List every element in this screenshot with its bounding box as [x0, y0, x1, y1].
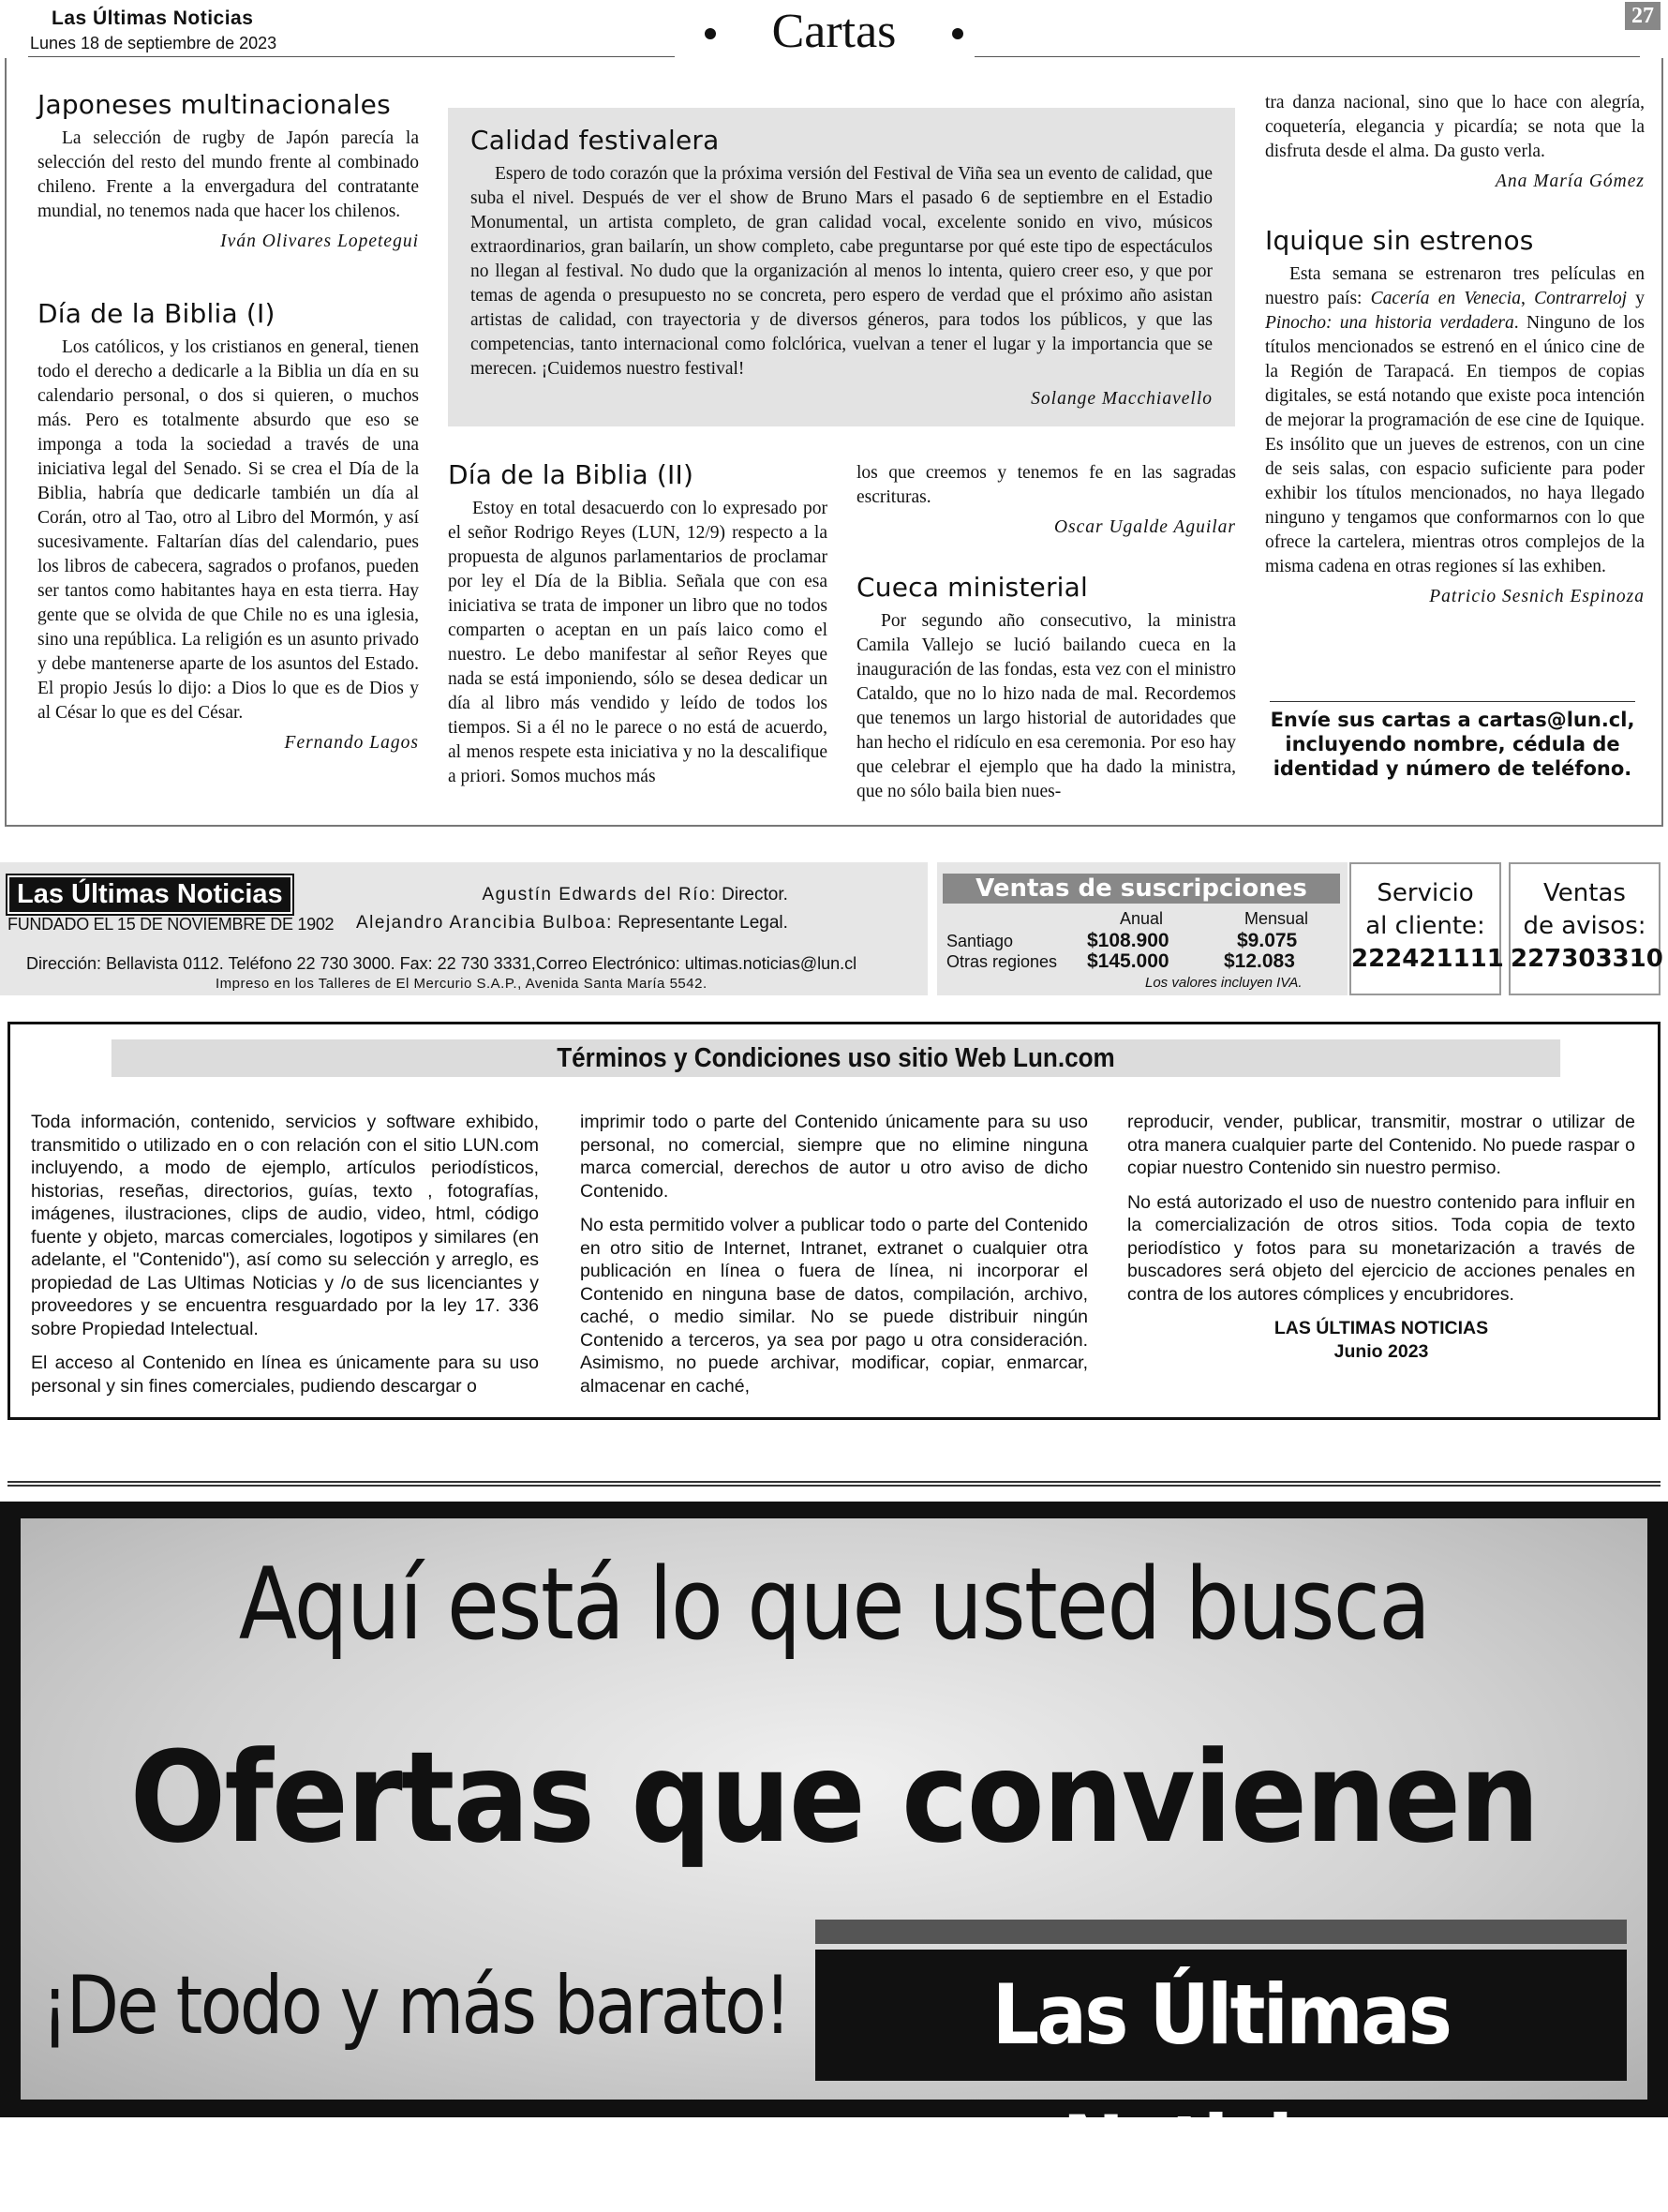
letter-calidad [448, 108, 1235, 426]
letter-cueca-continued [1265, 91, 1645, 194]
terms-box [7, 1022, 1661, 1420]
section-title: Cartas [771, 5, 897, 58]
terms-signature-date: Junio 2023 [1333, 1340, 1429, 1362]
subscriptions-note: Los valores incluyen IVA. [1145, 975, 1303, 991]
letter-biblia-2-continued [856, 461, 1236, 540]
movie-title: Contrarreloj [1534, 289, 1628, 308]
letter-body: Por segundo año consecutivo, la ministra Camila Vallejo se lució bailando cueca en la inauguración de las fondas, esta vez con el ministro Cataldo, que no lo hizo nada de mal. Recordemos que tenemos un largo historial de autoridades que han hecho el ridículo en esa ceremonia. Por eso hay que celebrar el ejemplo que ha dado la ministra, que no sólo baila bien nues- [856, 611, 1236, 801]
terms-paragraph: Toda información, contenido, servicios y software exhibido, transmitido o utilizado en o con relación con el sitio LUN.com incluyendo, a modo de ejemplo, artículos periodísticos, historias, reseñas, directorios, guías, texto , fotografías, imágenes, ilustraciones, clips de audio, video, html, código fuente y objeto, marcas comerciales, logotipos y similares (en adelante, el "Contenido"), así como su selección y arreglo, es propiedad de Las Ultimas Noticias y /o de sus licenciantes y proveedores y se encuentra resguardado por la ley 17. 336 sobre Propiedad Intelectual. [31, 1112, 539, 1339]
masthead [0, 862, 928, 995]
section-divider [7, 1481, 1661, 1487]
terms-paragraph: reproducir, vender, publicar, transmitir, mostrar o utilizar de otra manera cualquier parte del Contenido. No puede raspar o copiar nuestro Contenido sin nuestro permiso. [1127, 1112, 1635, 1178]
subscriptions-col-annual: Anual [1120, 909, 1164, 928]
ad-tagline: ¡De todo y más barato! [41, 1959, 790, 2053]
customer-service-label: Servicio [1377, 879, 1474, 907]
subscriptions-region: Santiago [946, 932, 1014, 950]
subscriptions-monthly-price: $12.083 [1224, 950, 1295, 972]
customer-service-label: al cliente: [1365, 912, 1485, 940]
advertisement-panel [21, 1518, 1647, 2194]
legal-rep-role: Representante Legal. [612, 913, 788, 933]
director-role: Director. [716, 885, 788, 904]
letter-author: Iván Olivares Lopetegui [220, 232, 419, 251]
letter-body: Esta semana se estrenaron tres películas en nuestro país: Cacería en Venecia, Contrarreloj y Pinocho: una historia verdadera. Ninguno de los títulos mencionados se estrenó en el único cine de la Región de Tarapacá. En tiempos de copias digitales, se está notando que existe poca intención de mejorar la programación de ese cine de Iquique. Es insólito que un jueves de estrenos, con un cine de seis salas, con espacio suficiente para poder exhibir los títulos mencionados, no haya llegado ninguno y tengamos que conformarnos con lo que ofrece la cartelera, mientras otros complejos de la misma cadena en otras regiones sí las exhiben. [1265, 264, 1645, 576]
terms-paragraph: No está autorizado el uso de nuestro contenido para influir en la comercialización de otros sitios. Toda copia de texto periodístico y fotos para su monetarización a través de buscadores será objeto del ejercicio de acciones penales en contra de los autores cómplices y encubridores. [1127, 1191, 1635, 1305]
letter-biblia-2 [448, 459, 827, 789]
header-paper-name: Las Últimas Noticias [52, 7, 254, 29]
ad-slogan: Ofertas que convienen [129, 1725, 1539, 1871]
letter-body: Los católicos, y los cristianos en general, tienen todo el derecho a dedicarle a la Biblia un día en su calendario personal, o dos si quieren, o muchos más. Pero es totalmente absurdo que eso se imponga a toda la sociedad a través de una iniciativa legal del Senado. Si se crea el Día de la Biblia, habría que dedicarle también un día al Corán, otro al Tao, otro al Libro del Mormón, y así sucesivamente. Faltarían días del calendario, pues los libros de cabecera, sagrados o profanos, pueden ser tantos como habitantes haya en esta tierra. Hay gente que se olvida de que Chile no es una iglesia, sino una república. La religión es un asunto privado y debe mantenerse aparte de los asuntos del Estado. El propio Jesús lo dijo: a Dios lo que es de Dios y al César lo que es del César. [37, 337, 419, 723]
ad-sales-label: Ventas [1543, 879, 1626, 907]
letter-cueca [856, 572, 1236, 804]
letter-title: Japoneses multinacionales [37, 89, 391, 120]
bullet-icon [952, 28, 963, 39]
letter-iquique [1265, 225, 1645, 609]
letter-title: Día de la Biblia (II) [448, 459, 694, 490]
legal-rep-name: Alejandro Arancibia Bulboa: [356, 913, 613, 933]
subscriptions-title: Ventas de suscripciones [943, 874, 1340, 904]
letter-title: Cueca ministerial [856, 572, 1088, 603]
header-date: Lunes 18 de septiembre de 2023 [30, 34, 277, 52]
letter-biblia-1 [37, 298, 419, 755]
letter-author: Oscar Ugalde Aguilar [1053, 517, 1236, 537]
ad-sales-label: de avisos: [1523, 912, 1646, 940]
letter-author: Patricio Sesnich Espinoza [1429, 587, 1645, 606]
masthead-logo: Las Últimas Noticias [7, 875, 292, 914]
ad-logo [815, 1950, 1627, 2194]
letter-japoneses [37, 89, 419, 254]
terms-signature-name: LAS ÚLTIMAS NOTICIAS [1273, 1318, 1489, 1338]
terms-column [1127, 1111, 1635, 1363]
ad-sales-number: 227303310 [1511, 945, 1663, 973]
subscriptions-region: Otras regiones [946, 952, 1058, 971]
letter-author: Fernando Lagos [284, 733, 419, 753]
advertisement [0, 1502, 1668, 2194]
letter-body: Estoy en total desacuerdo con lo expresado por el señor Rodrigo Reyes (LUN, 12/9) respecto a la propuesta de algunos parlamentarios de proclamar por ley el Día de la Biblia. Señala que con esa iniciativa se trata de imponer un libro que no todos comparten o aceptan en un país laico como el nuestro. Le debo manifestar al señor Reyes que nada se está imponiendo, sólo se desea dedicar un día al libro más vendido y leído de todos los tiempos. Si a él no le parece o no está de acuerdo, al menos respete esta iniciativa y no la descalifique a priori. Somos muchos más [448, 499, 827, 786]
director-name: Agustín Edwards del Río: [482, 885, 717, 904]
letter-title: Día de la Biblia (I) [37, 298, 276, 329]
letter-body-continued: los que creemos y tenemos fe en las sagradas escrituras. [856, 463, 1236, 507]
ad-headline: Aquí está lo que usted busca [238, 1547, 1430, 1662]
customer-service-box [1349, 862, 1504, 995]
terms-title: Términos y Condiciones uso sitio Web Lun.com [112, 1039, 1560, 1077]
movie-title: Cacería en Venecia [1370, 289, 1521, 308]
page-number: 27 [1625, 2, 1661, 30]
ad-logo-bar [815, 1920, 1627, 1944]
subscriptions-box [937, 862, 1348, 995]
letter-body: La selección de rugby de Japón parecía la selección del resto del mundo frente al combinado chileno. Frente a la envergadura del contratante mundial, no tenemos nada que hacer los chilenos. [37, 128, 419, 221]
header-rule-right [975, 56, 1640, 57]
subscriptions-annual-price: $108.900 [1087, 930, 1169, 951]
letter-body: Espero de todo corazón que la próxima versión del Festival de Viña sea un evento de calidad, que suba el nivel. Después de ver el show de Bruno Mars el pasado 6 de septiembre en el Estadio Monumental, un artista completo, de gran calidad vocal, excelente sonido en vivo, músicos extraordinarios, gran bailarín, un show completo, cabe preguntarse por qué este tipo de espectáculos no llegan al festival. No dudo que la organización al menos lo intenta, quiero creer eso, y que por temas de agenda o presupuesto no se concreta, pero espero de verdad que el próximo año asistan artistas de calidad, con trayectoria y de diversos géneros, para todos los públicos, y que las competencias, tanto internacional como folclórica, vuelvan a tener el lugar y la importancia que se merecen. ¡Cuidemos nuestro festival! [470, 164, 1213, 379]
terms-column [31, 1111, 539, 1409]
letters-contact-info: Envíe sus cartas a cartas@lun.cl, incluyendo nombre, cédula de identidad y número de teléfono. [1270, 701, 1635, 781]
subscriptions-monthly-price: $9.075 [1237, 930, 1298, 951]
masthead-address: Dirección: Bellavista 0112. Teléfono 22 730 3000. Fax: 22 730 3331,Correo Electrónico: ultimas.noticias@lun.cl [26, 954, 857, 973]
letter-title: Calidad festivalera [470, 125, 720, 156]
subscriptions-col-monthly: Mensual [1244, 909, 1309, 928]
movie-title: Pinocho: una historia verdadera [1265, 313, 1514, 333]
masthead-founded: FUNDADO EL 15 DE NOVIEMBRE DE 1902 [7, 915, 335, 934]
masthead-staff [356, 881, 788, 937]
subscriptions-annual-price: $145.000 [1087, 950, 1169, 972]
terms-paragraph: El acceso al Contenido en línea es únicamente para su uso personal y sin fines comerciales, pudiendo descargar o [31, 1353, 539, 1397]
terms-signature [1127, 1317, 1635, 1363]
terms-paragraph: No esta permitido volver a publicar todo o parte del Contenido en otro sitio de Internet, Intranet, extranet o cualquier otra publicación en línea o fuera de línea, ni incorporar el Contenido en ninguna base de datos, compilación, archivo, caché, o medio similar. No se puede distribuir ningún Contenido a terceros, ya sea por pago u otra consideración. Asimismo, no puede archivar, modificar, copiar, enmarcar, almacenar en caché, [580, 1215, 1088, 1397]
terms-paragraph: imprimir todo o parte del Contenido únicamente para su uso personal, no comercial, siempre que no elimine ninguna marca comercial, derechos de autor u otro aviso de dicho Contenido. [580, 1112, 1088, 1202]
letter-body-continued: tra danza nacional, sino que lo hace con alegría, coquetería, elegancia y picardía; se nota que la disfruta desde el alma. Da gusto verla. [1265, 93, 1645, 161]
letter-title: Iquique sin estrenos [1265, 225, 1534, 256]
terms-column [580, 1111, 1088, 1409]
ad-sales-box [1509, 862, 1661, 995]
ad-logo-text: Las Últimas Noticias [991, 1966, 1451, 2194]
header-rule-left [28, 56, 675, 57]
letter-author: Solange Macchiavello [1031, 389, 1213, 409]
customer-service-number: 222421111 [1351, 945, 1504, 973]
letter-author: Ana María Gómez [1495, 172, 1645, 191]
masthead-printed: Impreso en los Talleres de El Mercurio S.A.P., Avenida Santa María 5542. [216, 976, 707, 992]
